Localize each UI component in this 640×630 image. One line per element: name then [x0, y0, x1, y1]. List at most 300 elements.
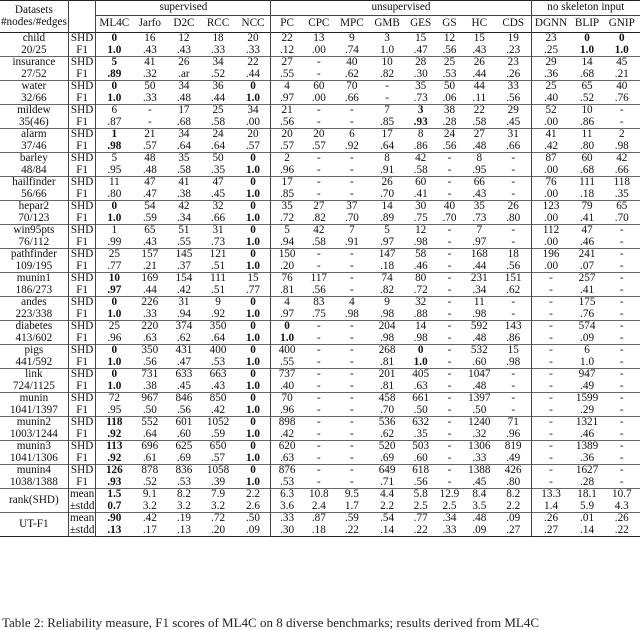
dataset-cell	[0, 345, 68, 369]
dataset-size: 441/592	[15, 355, 53, 368]
value-cell	[271, 225, 303, 249]
value-cell	[132, 441, 167, 465]
shd-value: 0	[250, 392, 256, 404]
shd-value: 147	[378, 248, 396, 260]
shd-value: 154	[175, 272, 193, 284]
shd-value: 25	[108, 248, 120, 260]
value-cell	[335, 81, 369, 105]
metric-label: SHD	[70, 80, 94, 92]
shd-value: 7	[476, 224, 483, 236]
f1-value: .28	[580, 475, 595, 488]
f1-value: .35	[413, 427, 428, 440]
shd-value: 3	[384, 32, 390, 44]
f1-value: .60	[413, 451, 428, 464]
dataset-name: insurance	[12, 56, 56, 68]
shd-value: -	[447, 272, 452, 284]
value-cell	[463, 465, 496, 489]
value-cell	[236, 345, 271, 369]
value-cell	[436, 417, 463, 441]
value-cell	[531, 465, 570, 489]
value-cell	[236, 153, 271, 177]
value-cell	[369, 249, 405, 273]
method-header-gmb: GMB	[374, 17, 400, 30]
value-cell	[335, 513, 369, 537]
shd-value: -	[511, 368, 516, 380]
shd-value: 50	[212, 152, 224, 164]
value-cell	[463, 513, 496, 537]
value-cell	[571, 57, 604, 81]
value-cell	[96, 153, 132, 177]
shd-value: -	[619, 296, 624, 308]
value-cell	[236, 33, 271, 57]
shd-value: 9	[215, 296, 221, 308]
value-cell	[463, 153, 496, 177]
value-cell	[200, 105, 235, 129]
value-cell	[236, 393, 271, 417]
value-cell	[167, 369, 200, 393]
value-cell	[132, 201, 167, 225]
f1-value: -	[511, 307, 516, 320]
value-cell	[463, 345, 496, 369]
stdd-value: 3.5	[472, 499, 487, 512]
shd-value: 60	[313, 80, 325, 92]
f1-value: .26	[506, 67, 521, 80]
shd-value: 44	[473, 80, 485, 92]
metric-label: F1	[76, 307, 89, 320]
f1-value: .09	[580, 331, 595, 344]
shd-value: 967	[141, 392, 159, 404]
mean-value: 8.2	[176, 488, 191, 500]
shd-value: 7	[384, 104, 390, 116]
value-cell	[335, 201, 369, 225]
f1-value: .93	[413, 115, 428, 128]
shd-value: 34	[247, 104, 259, 116]
value-cell	[571, 297, 604, 321]
value-cell	[303, 129, 335, 153]
value-cell	[96, 225, 132, 249]
mean-value: .42	[142, 512, 157, 524]
f1-value: .32	[142, 67, 157, 80]
value-cell	[531, 177, 570, 201]
value-cell	[236, 489, 271, 513]
value-cell	[132, 57, 167, 81]
value-cell	[303, 297, 335, 321]
f1-value: .98	[506, 355, 521, 368]
f1-value: .47	[142, 187, 157, 200]
shd-value: 38	[443, 104, 456, 116]
f1-value: .61	[142, 451, 157, 464]
metric-label: F1	[76, 235, 89, 248]
value-cell	[132, 393, 167, 417]
stdd-value: .13	[107, 523, 122, 536]
stdd-value: 2.2	[380, 499, 395, 512]
f1-value: -	[549, 307, 553, 320]
shd-value: 10	[108, 272, 120, 284]
f1-value: .62	[176, 331, 191, 344]
mean-value: 5.8	[413, 488, 428, 500]
dataset-cell	[0, 417, 68, 441]
value-cell	[436, 129, 463, 153]
f1-value: .98	[380, 307, 395, 320]
value-cell	[303, 81, 335, 105]
f1-value: -	[350, 331, 354, 344]
metric-label: SHD	[70, 368, 94, 380]
shd-value: 11	[581, 128, 593, 140]
f1-value: -	[511, 187, 516, 200]
value-cell	[96, 393, 132, 417]
f1-value: .56	[442, 139, 457, 152]
value-cell	[405, 297, 436, 321]
metric-label: SHD	[70, 344, 94, 356]
table-row	[0, 417, 640, 441]
f1-value: -	[447, 427, 452, 440]
value-cell	[369, 225, 405, 249]
value-cell	[303, 321, 335, 345]
shd-value: 29	[507, 104, 519, 116]
table-row	[0, 201, 640, 225]
f1-value: -	[316, 475, 321, 488]
value-cell	[496, 105, 531, 129]
metric-label: F1	[76, 163, 89, 176]
f1-value: .25	[544, 43, 559, 56]
shd-value: -	[447, 344, 452, 356]
f1-value: .48	[472, 379, 487, 392]
f1-value: .76	[580, 307, 595, 320]
f1-value: .70	[380, 187, 395, 200]
value-cell	[571, 321, 604, 345]
f1-value: 1.0	[246, 379, 260, 392]
dataset-size: 186/273	[15, 283, 53, 296]
value-cell	[604, 105, 640, 129]
dataset-name: munin3	[16, 440, 51, 452]
shd-value: 168	[470, 248, 488, 260]
value-cell	[236, 57, 271, 81]
f1-value: .44	[246, 67, 260, 80]
value-cell	[531, 81, 570, 105]
value-cell	[335, 57, 369, 81]
stdd-value: 3.2	[211, 499, 226, 512]
value-cell	[167, 297, 200, 321]
f1-value: .ar	[178, 67, 190, 80]
f1-value: .91	[380, 163, 395, 176]
dataset-size: 56/66	[21, 187, 47, 200]
value-cell	[604, 393, 640, 417]
value-cell	[405, 225, 436, 249]
dataset-size: 1041/1397	[9, 403, 58, 416]
metric-label: F1	[76, 139, 89, 152]
f1-value: 1.0	[246, 451, 260, 464]
value-cell	[369, 441, 405, 465]
dataset-size: 223/338	[15, 307, 53, 320]
value-cell	[496, 393, 531, 417]
shd-value: 24	[443, 128, 456, 140]
shd-value: 520	[378, 440, 396, 452]
shd-value: 696	[141, 440, 159, 452]
dataset-size: 70/123	[18, 211, 50, 224]
value-cell	[436, 33, 463, 57]
shd-value: -	[549, 272, 553, 284]
f1-value: .43	[472, 187, 487, 200]
f1-value: .46	[580, 235, 595, 248]
f1-value: -	[447, 235, 452, 248]
shd-value: 0	[250, 416, 256, 428]
shd-value: 150	[278, 248, 296, 260]
value-cell	[303, 249, 335, 273]
value-cell	[132, 81, 167, 105]
stdd-value: 2.5	[413, 499, 428, 512]
f1-value: .63	[413, 379, 428, 392]
f1-value: 1.0	[246, 187, 260, 200]
shd-value: 66	[473, 176, 485, 188]
value-cell	[405, 249, 436, 273]
value-cell	[436, 345, 463, 369]
mean-value: .01	[580, 512, 595, 524]
method-header-gnip: GNIP	[608, 17, 635, 30]
value-cell	[604, 201, 640, 225]
shd-value: 0	[111, 80, 118, 92]
mean-value: 13.3	[541, 488, 561, 500]
metric-labels-cell	[68, 513, 96, 537]
shd-value: -	[316, 368, 321, 380]
value-cell	[236, 369, 271, 393]
shd-value: 112	[542, 224, 560, 236]
metric-label: SHD	[70, 248, 94, 260]
value-cell	[303, 489, 335, 513]
f1-value: .00	[544, 163, 559, 176]
dataset-cell	[0, 33, 68, 57]
method-header-ncc: NCC	[236, 16, 271, 33]
shd-value: -	[447, 368, 452, 380]
shd-value: 60	[415, 176, 427, 188]
value-cell	[436, 225, 463, 249]
dataset-cell	[0, 273, 68, 297]
f1-value: .66	[614, 163, 629, 176]
shd-value: 45	[616, 56, 628, 68]
value-cell	[200, 417, 235, 441]
table-row	[0, 249, 640, 273]
value-cell	[303, 273, 335, 297]
f1-value: .50	[413, 403, 428, 416]
f1-value: .33	[142, 91, 157, 104]
shd-value: 12	[443, 32, 456, 44]
table-row	[0, 369, 640, 393]
value-cell	[531, 249, 570, 273]
value-cell	[571, 153, 604, 177]
value-cell	[571, 273, 604, 297]
mean-value: 4.4	[380, 488, 395, 500]
value-cell	[369, 201, 405, 225]
shd-value: 0	[250, 80, 256, 92]
value-cell	[167, 81, 200, 105]
value-cell	[463, 249, 496, 273]
value-cell	[335, 417, 369, 441]
f1-value: .97	[280, 91, 295, 104]
shd-value: 42	[415, 152, 427, 164]
table-row	[0, 345, 640, 369]
value-cell	[405, 345, 436, 369]
shd-value: 0	[250, 152, 256, 164]
shd-value: 574	[578, 320, 596, 332]
shd-value: 35	[415, 80, 427, 92]
table-row	[0, 153, 640, 177]
value-cell	[436, 369, 463, 393]
shd-value: 21	[281, 104, 293, 116]
metric-label: F1	[76, 475, 89, 488]
dataset-cell	[0, 297, 68, 321]
value-cell	[167, 513, 200, 537]
f1-value: -	[549, 475, 553, 488]
value-cell	[531, 105, 570, 129]
f1-value: .94	[176, 307, 191, 320]
shd-value: 27	[313, 200, 325, 212]
dataset-size: 1041/1306	[9, 451, 58, 464]
f1-value: .00	[544, 211, 559, 224]
f1-value: -	[549, 427, 553, 440]
f1-value: .57	[211, 451, 226, 464]
f1-value: .74	[344, 43, 359, 56]
shd-value: 633	[175, 368, 193, 380]
dataset-cell	[0, 369, 68, 393]
value-cell	[463, 321, 496, 345]
f1-value: .55	[280, 355, 295, 368]
shd-value: 47	[144, 176, 156, 188]
shd-value: 51	[178, 224, 190, 236]
f1-value: -	[350, 187, 354, 200]
shd-value: 36	[212, 80, 224, 92]
f1-value: .81	[280, 283, 295, 296]
value-cell	[167, 321, 200, 345]
value-cell	[132, 465, 167, 489]
value-cell	[200, 153, 235, 177]
f1-value: .36	[544, 67, 559, 80]
shd-value: 25	[108, 320, 120, 332]
value-cell	[604, 273, 640, 297]
shd-value: 40	[616, 80, 628, 92]
dataset-name: pigs	[24, 344, 44, 356]
value-cell	[236, 417, 271, 441]
value-cell	[335, 441, 369, 465]
shd-value: 50	[144, 80, 156, 92]
shd-value: -	[511, 152, 516, 164]
table-row	[0, 297, 640, 321]
shd-value: 14	[581, 56, 593, 68]
f1-value: -	[316, 379, 321, 392]
shd-value: 400	[278, 344, 296, 356]
f1-value: .41	[580, 283, 595, 296]
shd-value: 2	[284, 152, 290, 164]
value-cell	[303, 177, 335, 201]
value-cell	[369, 177, 405, 201]
shd-value: 70	[346, 80, 358, 92]
shd-value: 65	[581, 80, 593, 92]
group-unsupervised: unsupervised	[271, 1, 531, 16]
shd-value: 79	[581, 200, 593, 212]
metric-label: SHD	[70, 200, 94, 212]
dataset-cell	[0, 57, 68, 81]
value-cell	[571, 465, 604, 489]
shd-value: 52	[545, 104, 557, 116]
shd-value: -	[447, 296, 452, 308]
f1-value: .62	[506, 283, 521, 296]
value-cell	[436, 57, 463, 81]
value-cell	[271, 393, 303, 417]
metric-labels-cell	[68, 273, 96, 297]
f1-value: .92	[211, 307, 226, 320]
shd-value: 169	[141, 272, 159, 284]
f1-value: .41	[413, 187, 428, 200]
value-cell	[531, 297, 570, 321]
shd-value: 31	[178, 296, 190, 308]
value-cell	[236, 297, 271, 321]
value-cell	[571, 81, 604, 105]
f1-value: .33	[246, 43, 260, 56]
shd-value: -	[350, 152, 354, 164]
dataset-name: munin4	[16, 464, 51, 476]
header-group-row	[0, 1, 640, 16]
value-cell	[496, 489, 531, 513]
metric-label: SHD	[70, 224, 94, 236]
f1-value: .00	[246, 115, 260, 128]
stdd-value: .22	[614, 523, 629, 536]
shd-value: 113	[106, 440, 123, 452]
metric-labels-cell	[68, 297, 96, 321]
f1-value: 1.0	[380, 43, 395, 56]
method-header-dgnn: DGNN	[534, 17, 568, 30]
value-cell	[436, 81, 463, 105]
f1-value: .70	[614, 211, 629, 224]
value-cell	[236, 105, 271, 129]
shd-value: 25	[212, 104, 224, 116]
f1-value: 1.0	[246, 403, 260, 416]
shd-value: 0	[111, 32, 118, 44]
shd-value: 618	[412, 464, 430, 476]
value-cell	[531, 201, 570, 225]
f1-value: .59	[211, 427, 226, 440]
shd-value: 42	[616, 152, 628, 164]
table-row	[0, 177, 640, 201]
shd-value: 0	[284, 320, 290, 332]
shd-value: -	[316, 320, 321, 332]
shd-value: 72	[108, 392, 120, 404]
shd-value: 661	[412, 392, 430, 404]
f1-value: -	[511, 379, 516, 392]
metric-labels-cell	[68, 393, 96, 417]
f1-value: -	[316, 403, 321, 416]
f1-value: 1.0	[580, 43, 595, 56]
stdd-value: 4.3	[614, 499, 629, 512]
stdd-value: .20	[211, 523, 226, 536]
shd-value: 71	[507, 416, 519, 428]
shd-value: 118	[613, 176, 630, 188]
value-cell	[303, 393, 335, 417]
value-cell	[132, 321, 167, 345]
f1-value: .58	[472, 115, 487, 128]
f1-value: -	[619, 307, 624, 320]
f1-value: -	[147, 115, 152, 128]
shd-value: 111	[210, 272, 227, 284]
shd-value: 649	[378, 464, 396, 476]
mean-value: .72	[211, 512, 226, 524]
dataset-name: munin1	[16, 272, 51, 284]
value-cell	[200, 57, 235, 81]
f1-value: -	[511, 235, 516, 248]
f1-value: .56	[280, 115, 295, 128]
shd-value: 737	[278, 368, 296, 380]
value-cell	[463, 225, 496, 249]
f1-value: .72	[413, 283, 428, 296]
f1-value: .98	[413, 331, 428, 344]
shd-value: 35	[281, 200, 293, 212]
